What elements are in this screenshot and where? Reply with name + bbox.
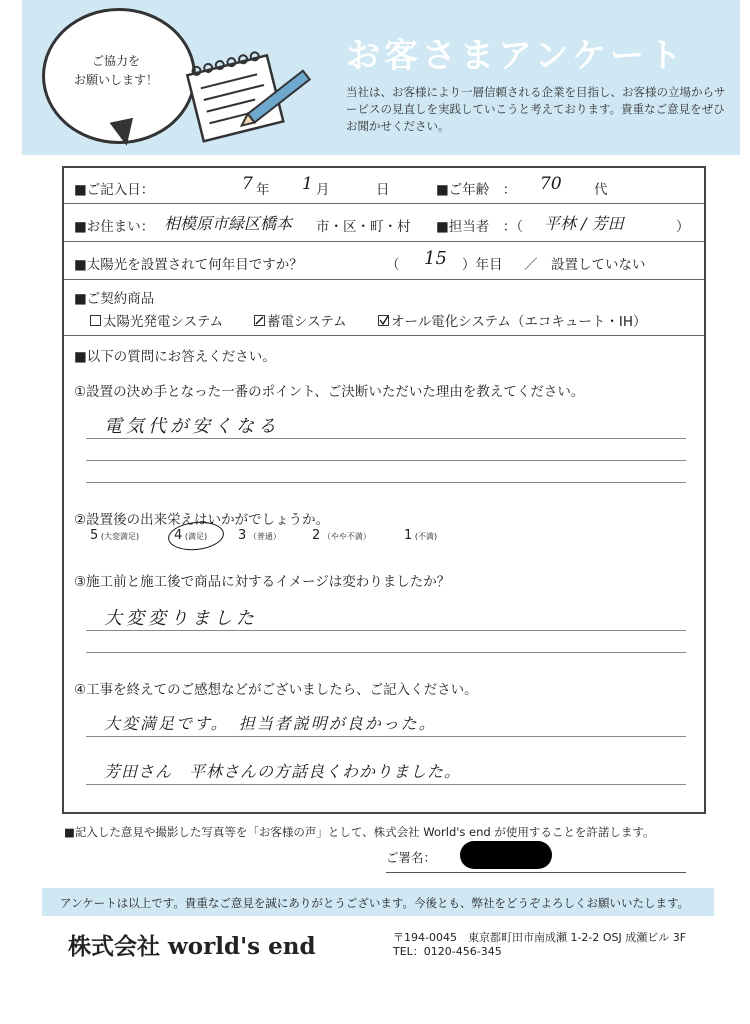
solar-open-paren: （ (386, 257, 400, 273)
solar-close-label: ）年目 (462, 257, 503, 273)
intro-text: 当社は、お客様により一層信頼される企業を目指し、お客様の立場からサービスの見直しを実践していこうと考えております。貴重なご意見をぜひお聞かせください。 (346, 85, 726, 133)
month-unit: 月 (316, 182, 330, 198)
signature-line (386, 872, 686, 873)
question-1: ①設置の決め手となった一番のポイント、ご決断いただいた理由を教えてください。 (74, 384, 585, 400)
company-address: 〒194-0045 東京都町田市南成瀬 1-2-2 OSJ 成瀬ビル 3F (393, 931, 687, 944)
answer-line (86, 482, 686, 483)
solar-none-label: ／ 設置していない (524, 257, 646, 273)
bubble-line-1: ご協力を (91, 54, 140, 68)
staff-label: ■担当者 ：（ (436, 219, 524, 235)
year-unit: 年 (256, 182, 270, 198)
answer-1[interactable]: 電気代が安くなる (104, 416, 280, 437)
date-label: ■ご記入日： (74, 182, 155, 198)
solar-question: ■太陽光を設置されて何年目ですか？ (74, 257, 303, 273)
rating-text: （普通） (246, 532, 281, 541)
rating-number: 5 (90, 528, 99, 543)
product-all-electric[interactable] (378, 310, 647, 330)
rating-option-5[interactable] (90, 528, 139, 543)
rating-option-4[interactable] (174, 528, 207, 543)
address-staff-row (64, 203, 704, 242)
rating-number: 4 (174, 528, 183, 543)
product-all-electric-label: オール電化システム（エコキュート・IH） (391, 314, 647, 330)
rating-text: (満足) (182, 532, 208, 541)
bubble-line-2: お願いします！ (73, 73, 158, 87)
staff-close: ） (676, 219, 690, 235)
solar-years-row (64, 241, 704, 280)
product-battery[interactable] (254, 310, 347, 330)
page-title: お客さまアンケート (346, 36, 686, 76)
age-unit: 代 (594, 182, 608, 198)
answer-3[interactable]: 大変変りました (104, 608, 258, 629)
question-4: ④工事を終えてのご感想などがございましたら、ご記入ください。 (74, 682, 478, 698)
notepad-pencil-icon (185, 50, 325, 145)
address-label: ■お住まい： (74, 219, 155, 235)
answer-line (86, 630, 686, 631)
product-battery-label: 蓄電システム (267, 314, 347, 330)
solar-years-value[interactable]: 15 (424, 248, 447, 269)
questions-label: ■以下の質問にお答えください。 (74, 349, 276, 365)
thanks-text: アンケートは以上です。貴重なご意見を誠にありがとうございます。今後とも、弊社をどうぞよろしくお願いいたします。 (60, 896, 690, 910)
checkbox-unchecked-icon[interactable] (90, 315, 101, 326)
rating-option-3[interactable] (238, 528, 281, 543)
answer-line (86, 460, 686, 461)
answer-line (86, 736, 686, 737)
rating-text: (不満) (412, 532, 438, 541)
checkbox-checked-icon[interactable] (254, 315, 265, 326)
rating-text: （やや不満） (320, 532, 371, 541)
address-suffix: 市・区・町・村 (316, 219, 411, 235)
signature-label: ご署名： (386, 850, 437, 865)
speech-bubble-tail (110, 118, 139, 148)
company-name: 株式会社 world's end (68, 933, 316, 960)
question-2: ②設置後の出来栄えはいかがでしょうか。 (74, 512, 330, 528)
rating-text: (大変満足) (98, 532, 140, 541)
staff-value[interactable]: 平林 / 芳田 (544, 214, 624, 233)
rating-number: 1 (404, 528, 413, 543)
products-row (64, 279, 704, 336)
survey-form (62, 166, 706, 814)
date-age-row (64, 168, 704, 204)
question-3: ③施工前と施工後で商品に対するイメージは変わりましたか？ (74, 574, 451, 590)
rating-option-1[interactable] (404, 528, 437, 543)
checkbox-checked-icon[interactable] (378, 315, 389, 326)
rating-number: 3 (238, 528, 247, 543)
company-tel: TEL：0120-456-345 (393, 945, 502, 958)
answer-line (86, 652, 686, 653)
answer-4-line-2[interactable]: 芳田さん 平林さんの方話良くわかりました。 (104, 762, 462, 781)
date-month-value[interactable]: 1 (302, 174, 313, 194)
product-solar-label: 太陽光発電システム (103, 314, 224, 330)
rating-number: 2 (312, 528, 321, 543)
redacted-signature (460, 841, 552, 869)
company-address-block (393, 931, 686, 959)
answer-4-line-1[interactable]: 大変満足です。 担当者説明が良かった。 (104, 714, 437, 733)
bubble-text (56, 52, 176, 90)
rating-option-2[interactable] (312, 528, 371, 543)
product-solar[interactable] (90, 310, 223, 330)
consent-text: ■記入した意見や撮影した写真等を「お客様の声」として、株式会社 World's end が使用することを許諾します。 (64, 825, 655, 839)
answer-line (86, 784, 686, 785)
day-unit: 日 (376, 182, 390, 198)
age-label: ■ご年齢 ： (436, 182, 517, 198)
address-value[interactable]: 相模原市緑区橋本 (164, 214, 293, 233)
products-label: ■ご契約商品 (74, 291, 155, 307)
date-year-value[interactable]: 7 (242, 174, 253, 194)
age-value[interactable]: 70 (540, 174, 562, 194)
answer-line (86, 438, 686, 439)
